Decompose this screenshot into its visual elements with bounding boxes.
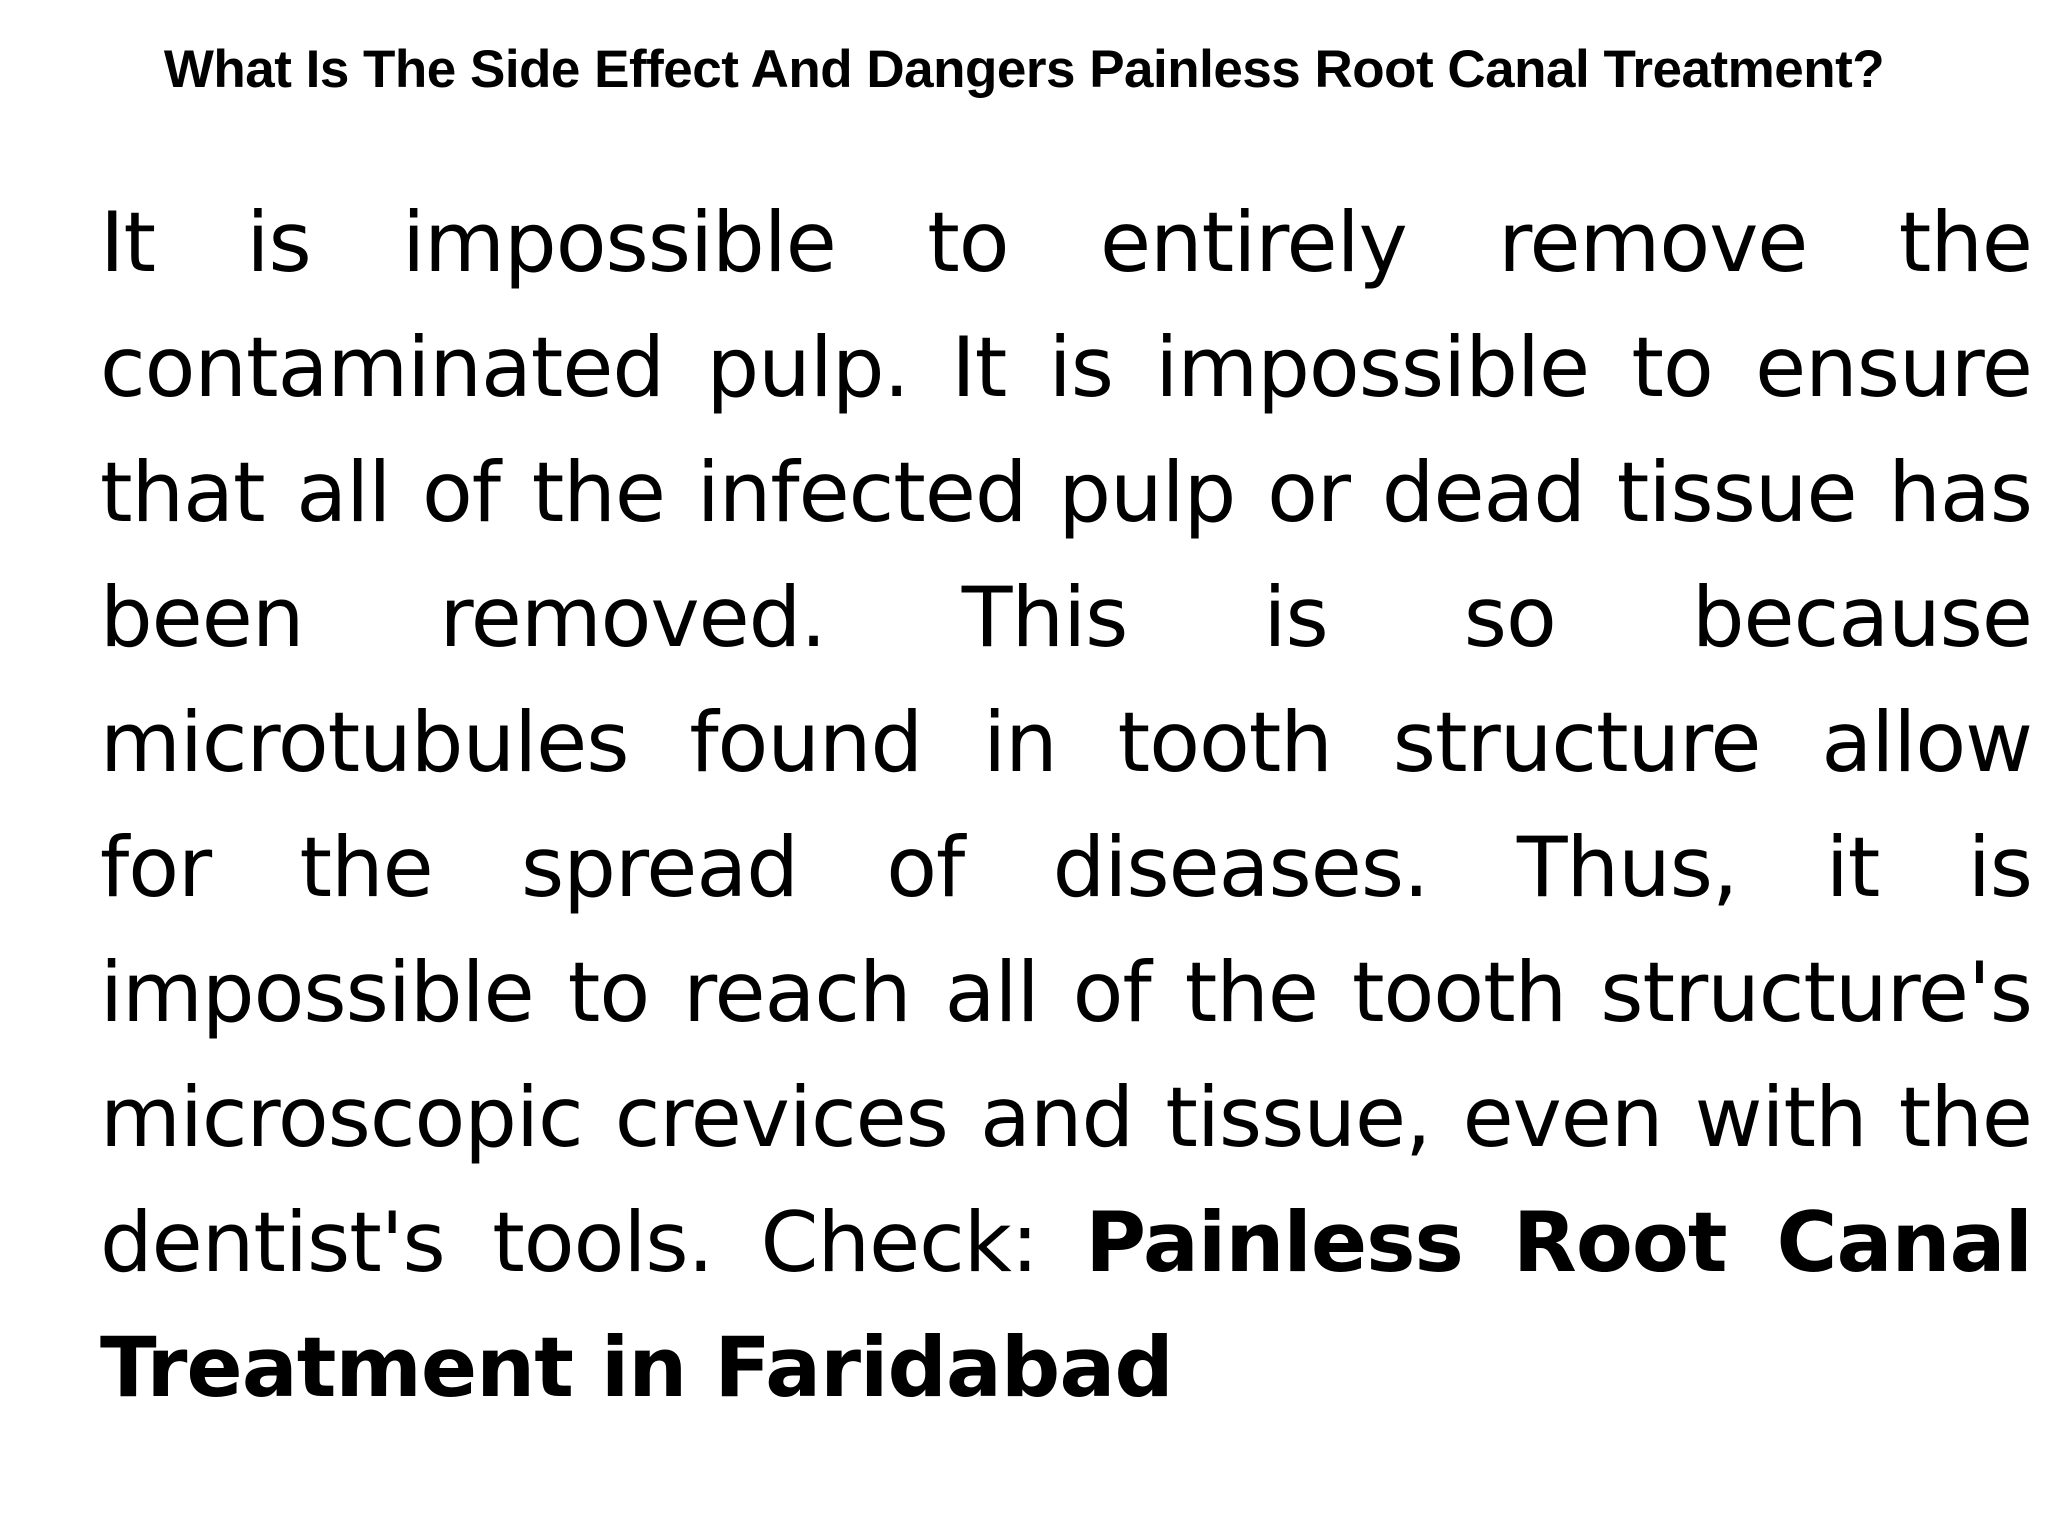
body-line <box>100 555 2032 680</box>
body-line-link <box>100 1305 2032 1430</box>
body-line <box>100 305 2032 430</box>
body-line-text: for the spread of diseases. Thus, it is <box>100 819 2032 916</box>
body-line <box>100 430 2032 555</box>
body-line <box>100 180 2032 305</box>
body-line-check <box>100 1180 2032 1305</box>
treatment-link-part-1[interactable]: Painless Root Canal <box>1085 1194 2033 1291</box>
body-line-text: that all of the infected pulp or dead tissue has <box>100 444 2032 541</box>
body-line-text: impossible to reach all of the tooth structure's <box>100 944 2032 1041</box>
slide-body-text <box>100 180 2032 1430</box>
body-line <box>100 1055 2032 1180</box>
body-line-text: It is impossible to entirely remove the <box>100 194 2032 291</box>
body-line <box>100 805 2032 930</box>
slide-title: What Is The Side Effect And Dangers Painless Root Canal Treatment? <box>163 40 1885 99</box>
body-line-text: microscopic crevices and tissue, even with the <box>100 1069 2032 1166</box>
body-line <box>100 680 2032 805</box>
check-text: dentist's tools. Check: <box>100 1194 1038 1291</box>
body-line-text: microtubules found in tooth structure allow <box>100 694 2032 791</box>
body-line <box>100 930 2032 1055</box>
body-line-text: contaminated pulp. It is impossible to ensure <box>100 319 2032 416</box>
body-line-text: been removed. This is so because <box>100 569 2032 666</box>
treatment-link-part-2[interactable]: Treatment in Faridabad <box>100 1319 1173 1416</box>
